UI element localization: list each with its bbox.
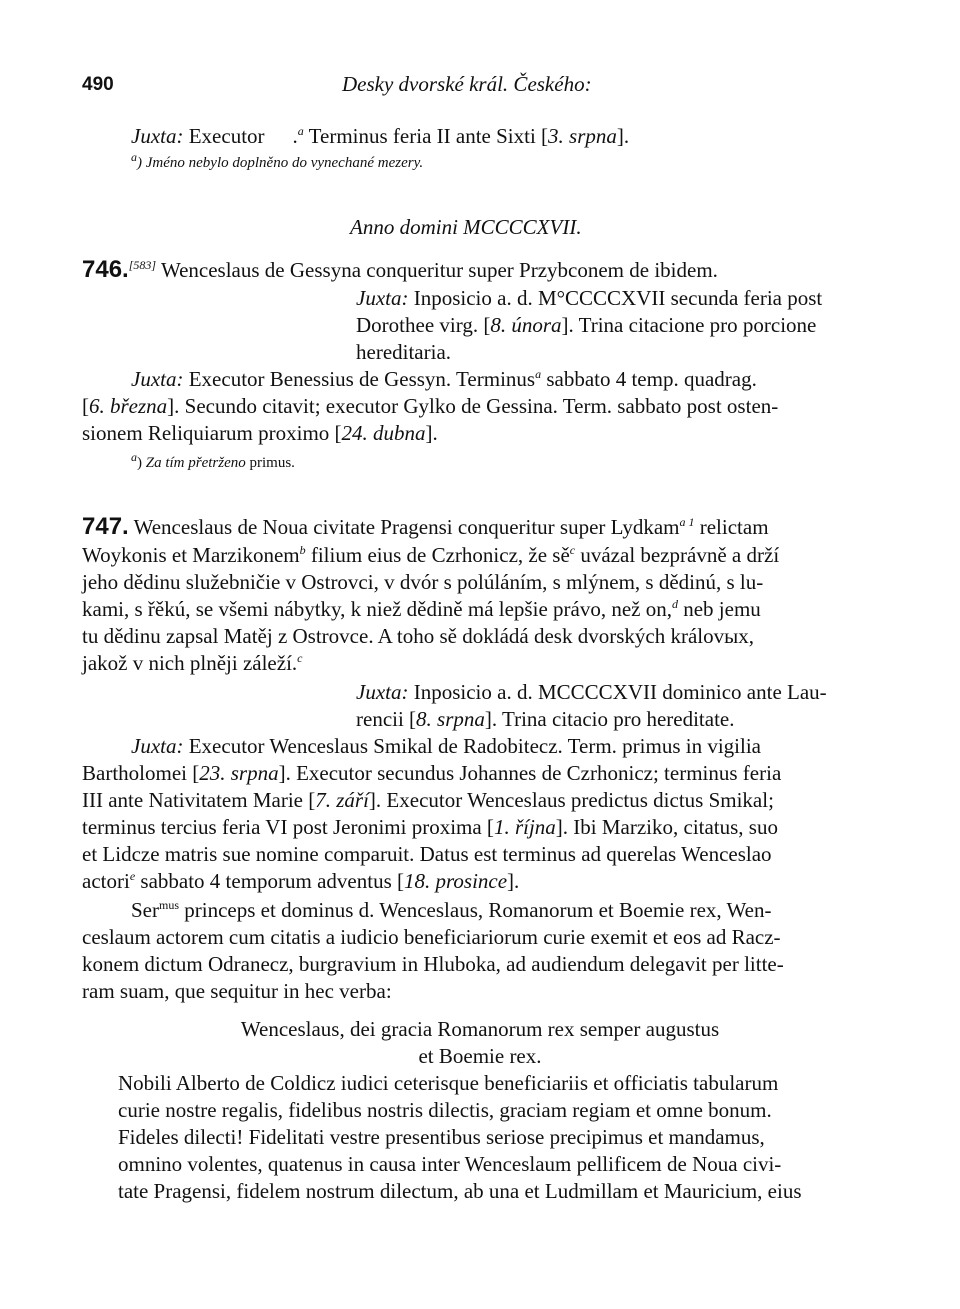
letter-title-line1: Wenceslaus, dei gracia Romanorum rex semper augustus [240,1017,720,1041]
entry-746-line3: Dorothee virg. [8. února]. Trina citacione pro porcione [356,313,817,337]
letter-title-line2: et Boemie rex. [418,1044,542,1068]
entry-747-line1: 747. Wenceslaus de Noua civitate Pragensi conqueritur super Lydkam$^{a 1}$ relictam [82,513,769,540]
running-title: Desky dvorské král. Českého: [342,72,592,96]
year-heading: Anno domini MCCCCXVII. [350,215,582,239]
entry-747-p3: III ante Nativitatem Marie [7. září]. Executor Wenceslaus predictus dictus Smikal; [82,788,774,812]
entry-746-line6: [6. března]. Secundo citavit; executor Gylko de Gessina. Term. sabbato post osten- [82,394,779,418]
entry-747-p1: Juxta: Executor Wenceslaus Smikal de Radobitecz. Term. primus in vigilia [131,734,761,758]
entry-747-line2: Woykonis et Marzikonem$^b$ filium eius de Czrhonicz, že $sě^c$ uvázal bezprávně a drží [82,543,780,567]
entry-747-line3: jeho dědinu služebničie v Ostrovci, v dvór s polúláním, s mlýnem, s dědinú, s lu- [82,570,764,594]
entry-747-juxta1: Juxta: Inposicio a. d. MCCCCXVII dominico ante Lau- [356,680,827,704]
letter-r4: omnino volentes, quatenus in causa inter Wenceslaum pellificem de Noua civi- [118,1152,782,1176]
entry-747-p4: terminus tercius feria VI post Jeronimi proxima [1. října]. Ibi Marziko, citatus, suo [82,815,778,839]
entry-number: 746. [82,256,129,283]
letter-r5: tate Pragensi, fidelem nostrum dilectum, ab una et Ludmillam et Mauricium, eius [118,1179,802,1203]
entry-746-line4: hereditaria. [356,340,452,364]
juxta-label: Juxta: [131,124,184,148]
entry-747-line5: tu dědinu zapsal Matěj z Ostrovce. A toho sě dokládá desk dvorských královых, [82,624,754,648]
entry-747-line6: jakož v nich plněji záleží.$^c$ [82,651,303,675]
entry-747-juxta2: rencii [8. srpna]. Trina citacio pro hereditate. [356,707,735,731]
intro-line: Juxta: Executor .$^a$ Terminus feria II ante Sixti [3. srpna]. [131,124,630,148]
entry-747-q3: konem dictum Odranecz, burgravium in Hluboka, ad audiendum delegavit per litte- [82,952,784,976]
letter-r1: Nobili Alberto de Coldicz iudici ceterisque beneficiariis et officiatis tabularum [118,1071,779,1095]
entry-747-q1: Ser$^{mus}$ princeps et dominus d. Wenceslaus, Romanorum et Boemie rex, Wen- [131,898,772,922]
entry-746-footnote: $^a$) Za tím přetrženo primus. [131,450,295,471]
letter-r2: curie nostre regalis, fidelibus nostris dilectis, graciam regiam et omne bonum. [118,1098,772,1122]
entry-746-line2: Juxta: Inposicio a. d. M°CCCCXVII secunda feria post [356,286,823,310]
letter-r3: Fideles dilecti! Fidelitati vestre presentibus seriose precipimus et mandamus, [118,1125,765,1149]
entry-746-line5: Juxta: Executor Benessius de Gessyn. Terminus$^a$ sabbato 4 temp. quadrag. [131,367,757,391]
entry-746-line1: 746.[583] Wenceslaus de Gessyna conqueritur super Przybconem de ibidem. [82,256,718,283]
entry-747-line4: kami, s řěkú, se všemi nábytky, k niež dědině má lepšie právo, než on,$^d$ neb jemu [82,597,761,621]
footnote: $^a$) Jméno nebylo doplněno do vynechané mezery. [131,150,424,171]
entry-747-p2: Bartholomei [23. srpna]. Executor secundus Johannes de Czrhonicz; terminus feria [82,761,782,785]
entry-747-q4: ram suam, que sequitur in hec verba: [82,979,392,1003]
entry-747-p5: et Lidcze matris sue nomine comparuit. Datus est terminus ad querelas Wenceslao [82,842,772,866]
entry-747-q2: ceslaum actorem cum citatis a iudicio beneficiariorum curie exemit et eos ad Racz- [82,925,781,949]
entry-746-line7: sionem Reliquiarum proximo [24. dubna]. [82,421,438,445]
entry-747-p6: actori$^e$ sabbato 4 temporum adventus [18. prosince]. [82,869,520,893]
page-number: 490 [82,74,114,95]
entry-number: 747. [82,513,129,540]
